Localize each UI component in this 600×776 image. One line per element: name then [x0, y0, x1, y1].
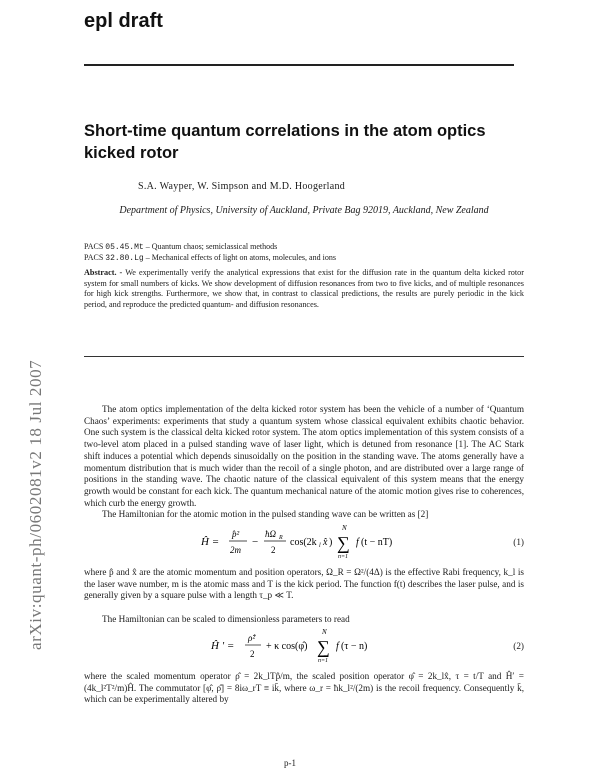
svg-text:R: R	[279, 535, 283, 541]
pacs-line	[84, 253, 336, 264]
body-paragraph: where the scaled momentum operator ρ̂ = 2k_lTp̂/m, the scaled position operator φ̂ = 2k_lx̂, τ = t/T and Ĥ′ = (4k_l²T²/m)Ĥ. The commutator [φ̂, ρ̂] = 8iω_rT ≡ ik̄, where ω_r = ħk_l²/(2m) is the recoil frequency. Consequently k̄, which can be experimentally altered by	[84, 671, 524, 705]
svg-text:f: f	[356, 537, 359, 548]
svg-text:ħΩ: ħΩ	[265, 529, 277, 539]
paper-authors: S.A. Wayper, W. Simpson and M.D. Hoogerland	[138, 181, 346, 192]
svg-text:2: 2	[271, 545, 276, 555]
pacs-line	[84, 242, 277, 253]
svg-text:+ κ cos(φ̂): + κ cos(φ̂)	[266, 641, 308, 652]
svg-text:ρ̂²: ρ̂²	[248, 633, 256, 643]
journal-header: epl draft	[84, 10, 163, 32]
svg-text:(τ − n): (τ − n)	[341, 641, 368, 652]
svg-text:N: N	[342, 524, 347, 532]
body-paragraph: The Hamiltonian for the atomic motion in the pulsed standing wave can be written as [2]	[102, 509, 429, 519]
svg-text:x̂: x̂	[323, 537, 328, 548]
abstract-text: We experimentally verify the analytical expressions that exist for the diffusion rate in the quantum delta kicked rotor system for small numbers of kicks. We show development of diffusion resonances from two to five kicks, and of multiple resonances for high kick strengths. Furthermore, we show that, in contrast to classical predictions, the results are purely periodic in the kick period, and reproduce the predicted quantum- and diffusion resonances.	[84, 268, 524, 309]
svg-text:Ĥ ′ =: Ĥ ′ =	[211, 640, 235, 652]
svg-text:∑: ∑	[317, 637, 330, 657]
svg-text:l: l	[319, 543, 321, 549]
header-rule	[84, 64, 514, 66]
pacs-label: PACS	[84, 253, 104, 262]
svg-text:2m: 2m	[230, 545, 241, 555]
pacs-text: – Quantum chaos; semiclassical methods	[145, 242, 278, 251]
pacs-code: 05.45.Mt	[105, 243, 144, 252]
svg-text:): )	[329, 537, 333, 548]
equation-number: (1)	[513, 537, 524, 547]
body-paragraph: The Hamiltonian can be scaled to dimensionless parameters to read	[102, 614, 350, 624]
svg-text:Ĥ =: Ĥ =	[201, 536, 220, 548]
svg-text:f: f	[336, 641, 339, 652]
body-paragraph: The atom optics implementation of the delta kicked rotor system has been the vehicle of a number of ‘Quantum Chaos’ experiments: experiments that study a quantum system whose classical equivalent exhibits chaotic behavior. One such system is the classical delta kicked rotor system. The atom optics implementation of this system consists of a two-level atom placed in a pulsed standing wave of laser light, which is detuned from resonance [1]. The AC Stark shift induces a potential which depends sinusoidally on the position in the standing wave. The atoms generally have a momentum distribution that is much wider than the recoil of a single photon, and are distributed over a large range of positions in the standing wave. The chaotic nature of the classical equivalent of this system means that the energy growth would be constant for each kick. The quantum mechanical nature of the atomic motion gives rise to coherences, which curb the energy growth.	[84, 404, 524, 508]
svg-text:(t − nT): (t − nT)	[361, 537, 393, 548]
svg-text:N: N	[322, 628, 327, 636]
svg-text:−: −	[252, 536, 259, 548]
pacs-code: 32.80.Lg	[105, 254, 144, 263]
paper-title: Short-time quantum correlations in the atom optics kicked rotor	[84, 122, 486, 162]
equation-1-graphic	[84, 523, 524, 561]
equation-1	[84, 523, 524, 561]
equation-2	[84, 627, 524, 665]
abstract-label: Abstract. -	[84, 268, 123, 277]
paper-affiliation: Department of Physics, University of Auckland, Private Bag 92019, Auckland, New Zealand	[119, 205, 489, 216]
page-number: p-1	[284, 758, 296, 768]
pacs-label: PACS	[84, 242, 104, 251]
svg-text:p̂²: p̂²	[232, 529, 240, 539]
pacs-text: – Mechanical effects of light on atoms, molecules, and ions	[145, 253, 336, 262]
svg-text:2: 2	[250, 649, 255, 659]
arxiv-stamp: arXiv:quant-ph/0602081v2 18 Jul 2007	[26, 359, 45, 650]
section-rule	[84, 356, 524, 357]
equation-number: (2)	[513, 641, 524, 651]
abstract	[84, 268, 524, 310]
svg-text:∑: ∑	[337, 533, 350, 553]
svg-text:n=1: n=1	[338, 554, 349, 560]
body-paragraph: where p̂ and x̂ are the atomic momentum and position operators, Ω_R = Ω²/(4Δ) is the effective Rabi frequency, k_l is the laser wave number, m is the atomic mass and T is the kick period. The function f(t) describes the laser pulse, and is generally given by a square pulse with a length τ_p ≪ T.	[84, 567, 524, 601]
equation-2-graphic	[84, 627, 524, 665]
svg-text:n=1: n=1	[318, 658, 329, 664]
svg-text:cos(2k: cos(2k	[290, 537, 317, 548]
